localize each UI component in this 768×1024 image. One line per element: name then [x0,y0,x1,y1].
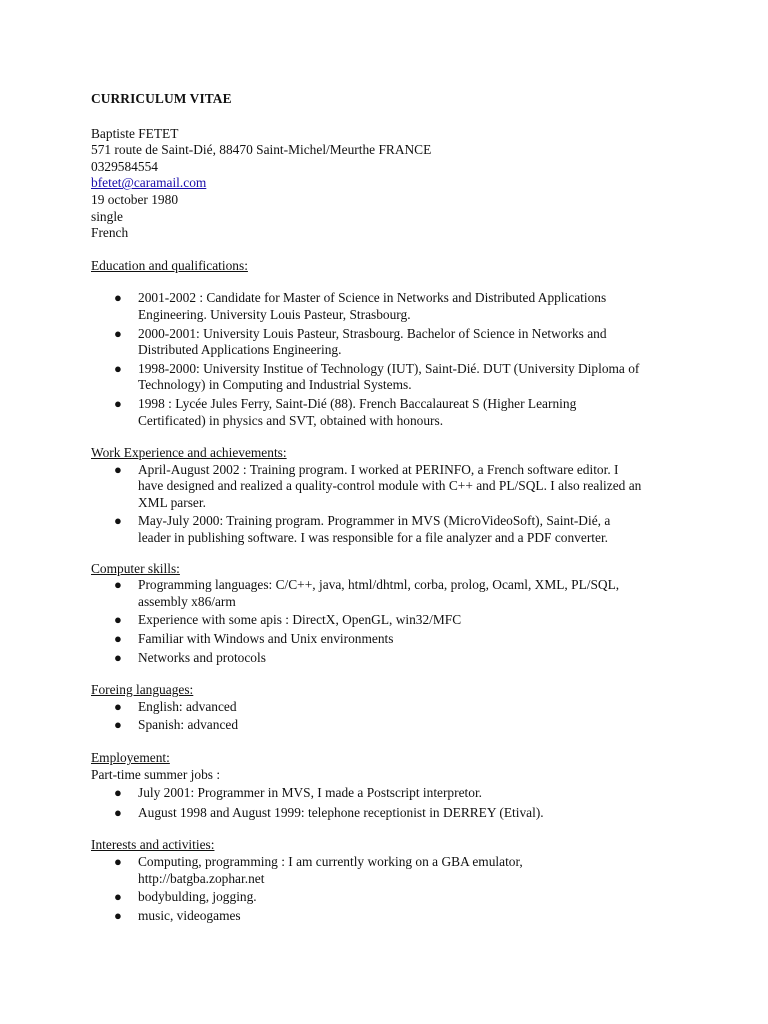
interests-list [91,854,691,924]
bullet-icon: ● [114,513,122,529]
document-title: CURRICULUM VITAE [91,91,232,106]
languages-heading: Foreing languages: [91,682,194,698]
bullet-icon: ● [114,612,122,628]
work-heading: Work Experience and achievements: [91,445,287,461]
bullet-icon: ● [114,804,122,820]
list-item: ● July 2001: Programmer in MVS, I made a Postscript interpretor. [114,785,483,801]
work-list [91,462,691,547]
employment-heading: Employement: [91,750,170,765]
list-item: ● Computing, programming : I am currently working on a GBA emulator, http://batgba.zophar.net [114,853,523,886]
bullet-icon: ● [114,290,122,306]
interests-heading: Interests and activities: [91,837,215,853]
bullet-icon: ● [114,631,122,647]
cv-document [91,91,691,924]
list-item: ● May-July 2000: Training program. Programmer in MVS (MicroVideoSoft), Saint-Dié, a leader in publishing software. I was responsible for a file analyzer and a PDF converter. [114,513,611,546]
list-item: ● 2000-2001: University Louis Pasteur, Strasbourg. Bachelor of Science in Networks and Distributed Applications Engineering. [114,325,607,358]
employment-subheading: Part-time summer jobs : [91,766,221,782]
bullet-icon: ● [114,698,122,714]
contact-phone: 0329584554 [91,158,158,174]
bullet-icon: ● [114,395,122,411]
list-item: ● August 1998 and August 1999: telephone receptionist in DERREY (Etival). [114,804,544,820]
list-item: ● Programming languages: C/C++, java, html/dhtml, corba, prolog, Ocaml, XML, PL/SQL, assembly x86/arm [114,577,620,609]
contact-status: single [91,208,123,224]
list-item: ● Networks and protocols [114,649,266,665]
contact-block [91,126,691,242]
contact-nationality: French [91,225,129,241]
education-list [91,290,691,429]
list-item: ● bodybulding, jogging. [114,889,257,905]
list-item: ● Spanish: advanced [114,717,239,733]
list-item: ● music, videogames [114,907,241,923]
bullet-icon: ● [114,461,122,477]
list-item: ● 1998 : Lycée Jules Ferry, Saint-Dié (88). French Baccalaureat S (Higher Learning Certificated) in physics and SVT, obtained with honours. [114,395,577,428]
bullet-icon: ● [114,717,122,733]
bullet-icon: ● [114,649,122,665]
list-item: ● 2001-2002 : Candidate for Master of Science in Networks and Distributed Applications Engineering. University Louis Pasteur, Strasbourg. [114,290,607,322]
bullet-icon: ● [114,889,122,905]
bullet-icon: ● [114,907,122,923]
contact-email-link[interactable]: bfetet@caramail.com [91,175,207,191]
bullet-icon: ● [114,853,122,869]
bullet-icon: ● [114,360,122,376]
list-item: ● Experience with some apis : DirectX, OpenGL, win32/MFC [114,612,462,628]
list-item: ● English: advanced [114,698,237,714]
contact-name: Baptiste FETET [91,125,179,141]
skills-list [91,577,691,666]
contact-address: 571 route de Saint-Dié, 88470 Saint-Michel/Meurthe FRANCE [91,142,432,158]
bullet-icon: ● [114,325,122,341]
list-item: ● April-August 2002 : Training program. I worked at PERINFO, a French software editor. I have designed and realized a quality-control module with C++ and PL/SQL. I also realized an XML parser. [114,461,642,510]
list-item: ● Familiar with Windows and Unix environments [114,631,394,647]
bullet-icon: ● [114,785,122,801]
education-heading: Education and qualifications: [91,257,248,273]
employment-list [91,785,691,821]
languages-list [91,699,691,734]
contact-birthdate: 19 october 1980 [91,191,179,207]
list-item: ● 1998-2000: University Institue of Technology (IUT), Saint-Dié. DUT (University Diploma of Technology) in Computing and Industrial Systems. [114,360,640,393]
skills-heading: Computer skills: [91,560,180,576]
bullet-icon: ● [114,577,122,593]
